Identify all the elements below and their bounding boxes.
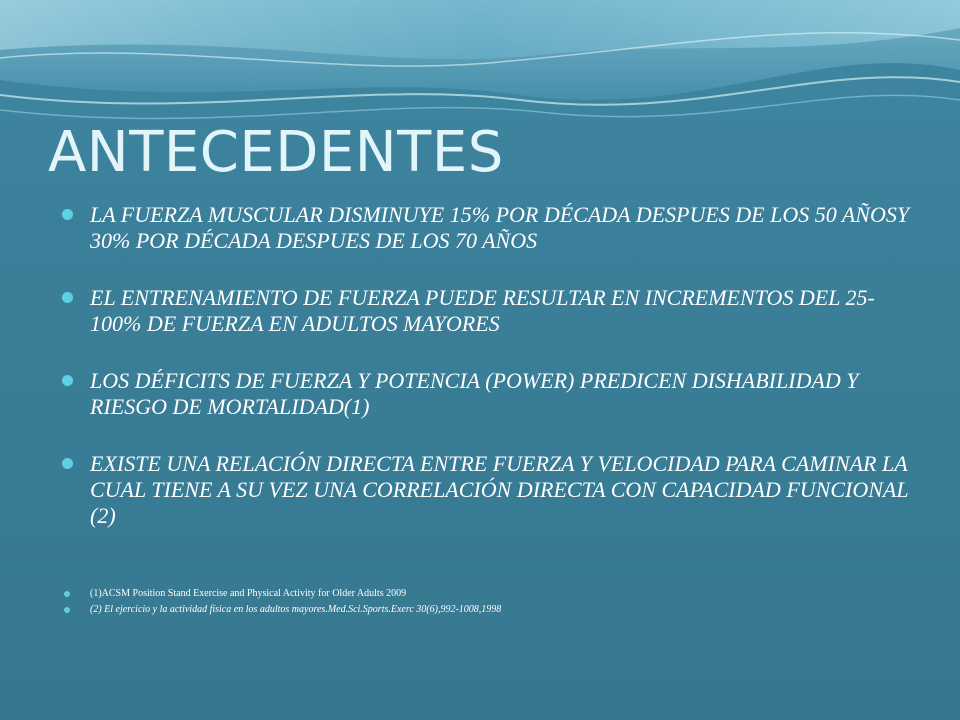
bullet-list	[62, 202, 922, 560]
bullet-item	[62, 368, 922, 420]
reference-text: (2) El ejercicio y la actividad física en los adultos mayores.Med.Sci.Sports.Exerc 30(6),992-1008,1998	[90, 604, 502, 615]
bullet-text: EXISTE UNA RELACIÓN DIRECTA ENTRE FUERZA Y VELOCIDAD PARA CAMINAR LA CUAL TIENE A SU VEZ UNA CORRELACIÓN DIRECTA CON CAPACIDAD FUNCIONAL (2)	[90, 451, 909, 528]
bullet-item	[62, 285, 922, 337]
bullet-dot-icon	[62, 375, 73, 386]
reference-list	[62, 586, 922, 618]
bullet-text: EL ENTRENAMIENTO DE FUERZA PUEDE RESULTAR EN INCREMENTOS DEL 25-100% DE FUERZA EN ADULTOS MAYORES	[90, 285, 875, 336]
bullet-dot-icon	[62, 458, 73, 469]
reference-item	[62, 602, 922, 618]
bullet-dot-icon	[62, 292, 73, 303]
bullet-dot-icon	[62, 209, 73, 220]
reference-dot-icon	[64, 591, 70, 597]
reference-item	[62, 586, 922, 602]
bullet-text: LOS DÉFICITS DE FUERZA Y POTENCIA (POWER) PREDICEN DISHABILIDAD Y RIESGO DE MORTALIDAD(1)	[90, 368, 859, 419]
reference-dot-icon	[64, 607, 70, 613]
bullet-text: LA FUERZA MUSCULAR DISMINUYE 15% POR DÉCADA DESPUES DE LOS 50 AÑOSY 30% POR DÉCADA DESPUES DE LOS 70 AÑOS	[90, 202, 910, 253]
bullet-item	[62, 451, 922, 529]
slide-title: ANTECEDENTES	[48, 120, 504, 185]
bullet-item	[62, 202, 922, 254]
reference-text: (1)ACSM Position Stand Exercise and Physical Activity for Older Adults 2009	[90, 588, 407, 599]
